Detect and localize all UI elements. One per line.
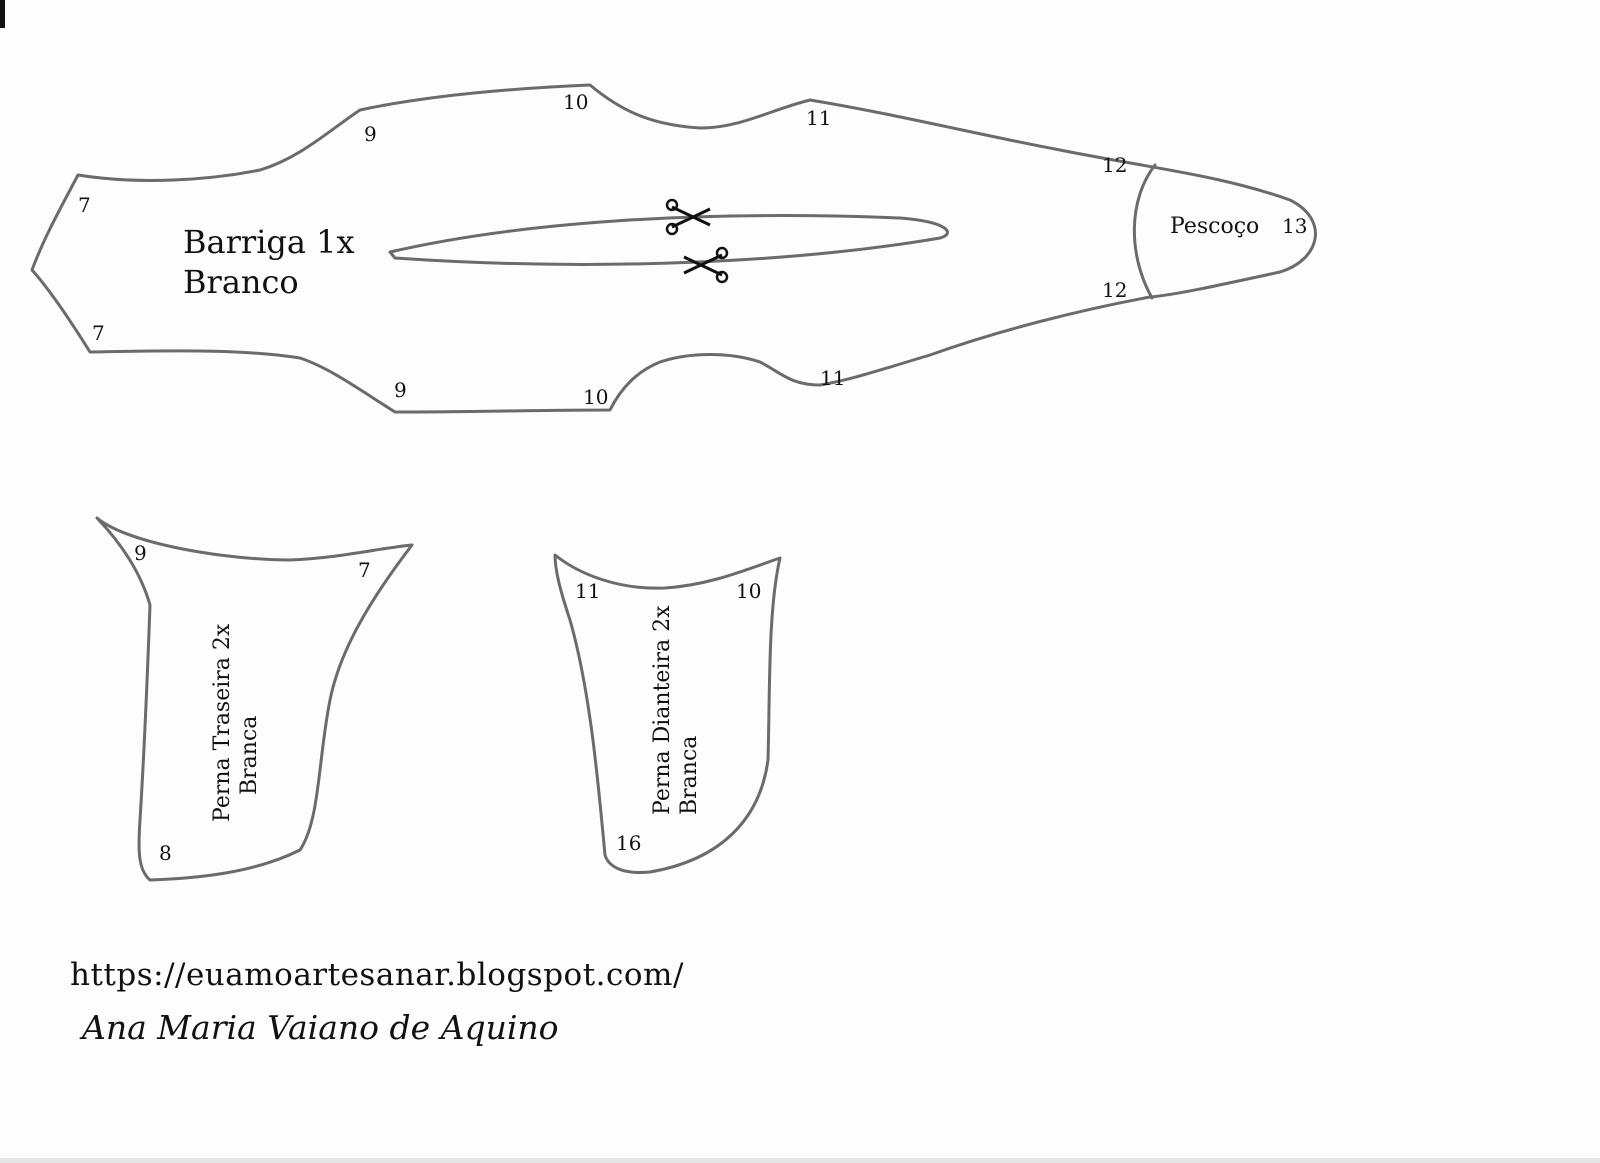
- hind-leg-label-line2: Branca: [237, 715, 262, 795]
- mark-bottom-9: 9: [394, 378, 407, 402]
- front-leg-label-line2: Branca: [677, 735, 702, 815]
- neck-seam-line: [1134, 165, 1155, 298]
- source-url: https://euamoartesanar.blogspot.com/: [70, 957, 684, 993]
- mark-top-12: 12: [1102, 153, 1128, 177]
- belly-slit-outline: [390, 216, 947, 265]
- mark-bottom-12: 12: [1102, 278, 1128, 302]
- mark-left-top: 7: [78, 193, 91, 217]
- front-mark-top-right: 10: [736, 579, 762, 603]
- author-name: Ana Maria Vaiano de Aquino: [82, 1008, 559, 1047]
- front-leg-label-line1: Perna Dianteira 2x: [650, 605, 675, 815]
- mark-top-11: 11: [806, 106, 832, 130]
- mark-top-10: 10: [563, 90, 589, 114]
- hind-mark-top-left: 9: [134, 541, 147, 565]
- neck-label: Pescoço: [1170, 214, 1260, 239]
- front-mark-top-left: 11: [575, 579, 601, 603]
- hind-mark-bottom: 8: [159, 841, 172, 865]
- mark-tip-13: 13: [1282, 214, 1308, 238]
- hind-mark-top-right: 7: [358, 558, 371, 582]
- belly-label-line1: Barriga 1x: [183, 223, 355, 261]
- front-mark-bottom: 16: [616, 831, 642, 855]
- belly-label-line2: Branco: [183, 263, 299, 301]
- scissors-icon: [684, 248, 727, 282]
- mark-bottom-10: 10: [583, 385, 609, 409]
- mark-top-9: 9: [364, 122, 377, 146]
- hind-leg-label-line1: Perna Traseira 2x: [210, 623, 235, 822]
- mark-left-bottom: 7: [92, 321, 105, 345]
- mark-bottom-11: 11: [820, 366, 846, 390]
